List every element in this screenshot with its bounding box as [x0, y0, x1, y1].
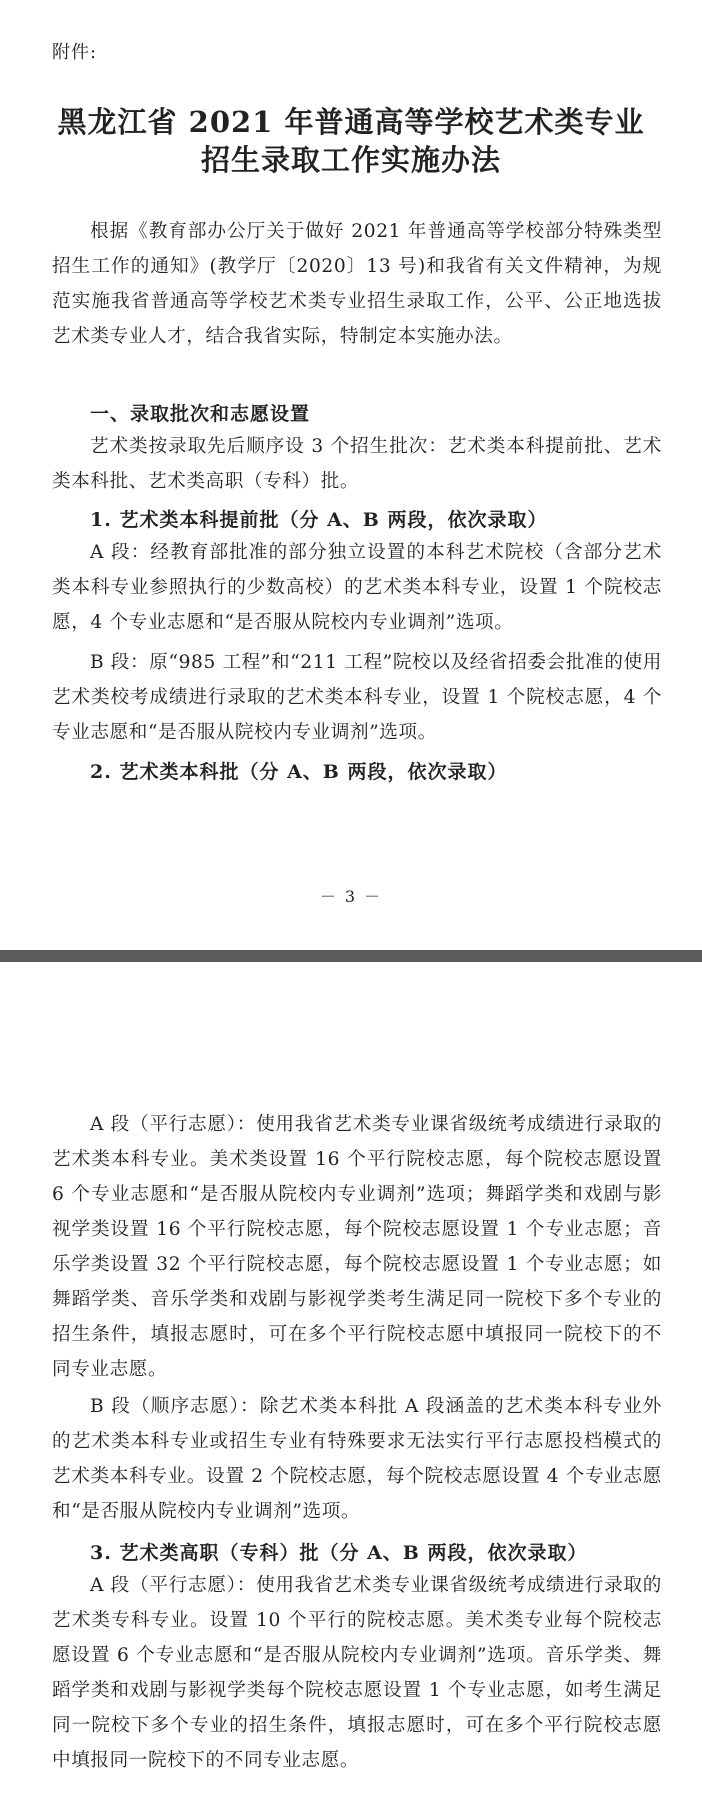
subsection-1-a-paragraph: A 段：经教育部批准的部分独立设置的本科艺术院校（含部分艺术类本科专业参照执行的少数高校）的艺术类本科专业，设置 1 个院校志愿，4 个专业志愿和“是否服从院校内专业调剂”选项。	[52, 542, 662, 633]
page-number: － 3 －	[319, 887, 383, 906]
subsection-2-a-paragraph: A 段（平行志愿）：使用我省艺术类专业课省级统考成绩进行录取的艺术类本科专业。美术类设置 16 个平行院校志愿，每个院校志愿设置 6 个专业志愿和“是否服从院校内专业调剂”选项；舞蹈学类和戏剧与影视学类设置 16 个平行院校志愿，每个院校志愿设置 1 个专业志愿；音乐学类设置 32 个平行院校志愿，每个院校志愿设置 1 个专业志愿；如舞蹈学类、音乐学类和戏剧与影视学类考生满足同一院校下多个专业的招生条件，填报志愿时，可在多个平行院校志愿中填报同一院校下的不同专业志愿。	[52, 1114, 662, 1380]
subsection-2-heading: 2. 艺术类本科批（分 A、B 两段，依次录取）	[90, 761, 508, 783]
attachment-label: 附件:	[52, 42, 98, 63]
subsection-1-heading: 1. 艺术类本科提前批（分 A、B 两段，依次录取）	[90, 509, 548, 531]
section-1-paragraph: 艺术类按录取先后顺序设 3 个招生批次：艺术类本科提前批、艺术类本科批、艺术类高职（专科）批。	[52, 436, 662, 492]
section-1-heading: 一、录取批次和志愿设置	[90, 403, 311, 425]
subsection-3-heading: 3. 艺术类高职（专科）批（分 A、B 两段，依次录取）	[90, 1542, 588, 1564]
document-title-line-2: 招生录取工作实施办法	[200, 143, 501, 177]
subsection-1-b-paragraph: B 段：原“985 工程”和“211 工程”院校以及经省招委会批准的使用艺术类校考成绩进行录取的艺术类本科专业，设置 1 个院校志愿，4 个专业志愿和“是否服从院校内专业调剂”选项。	[52, 652, 662, 743]
intro-paragraph: 根据《教育部办公厅关于做好 2021 年普通高等学校部分特殊类型招生工作的通知》(教学厅〔2020〕13 号)和我省有关文件精神，为规范实施我省普通高等学校艺术类专业招生录取工作，公平、公正地选拔艺术类专业人才，结合我省实际，特制定本实施办法。	[52, 221, 662, 347]
document-page-2	[0, 962, 702, 1820]
subsection-2-b-paragraph: B 段（顺序志愿）：除艺术类本科批 A 段涵盖的艺术类本科专业外的艺术类本科专业或招生专业有特殊要求无法实行平行志愿投档模式的艺术类本科专业。设置 2 个院校志愿，每个院校志愿设置 4 个专业志愿和“是否服从院校内专业调剂”选项。	[52, 1396, 662, 1522]
page-separator	[0, 950, 702, 962]
document-title-line-1: 黑龙江省 2021 年普通高等学校艺术类专业	[57, 105, 645, 139]
subsection-3-a-paragraph: A 段（平行志愿）：使用我省艺术类专业课省级统考成绩进行录取的艺术类专科专业。设置 10 个平行的院校志愿。美术类专业每个院校志愿设置 6 个专业志愿和“是否服从院校内专业调剂”选项。音乐学类、舞蹈学类和戏剧与影视学类每个院校志愿设置 1 个专业志愿，如考生满足同一院校下多个专业的招生条件，填报志愿时，可在多个平行院校志愿中填报同一院校下的不同专业志愿。	[52, 1575, 662, 1771]
